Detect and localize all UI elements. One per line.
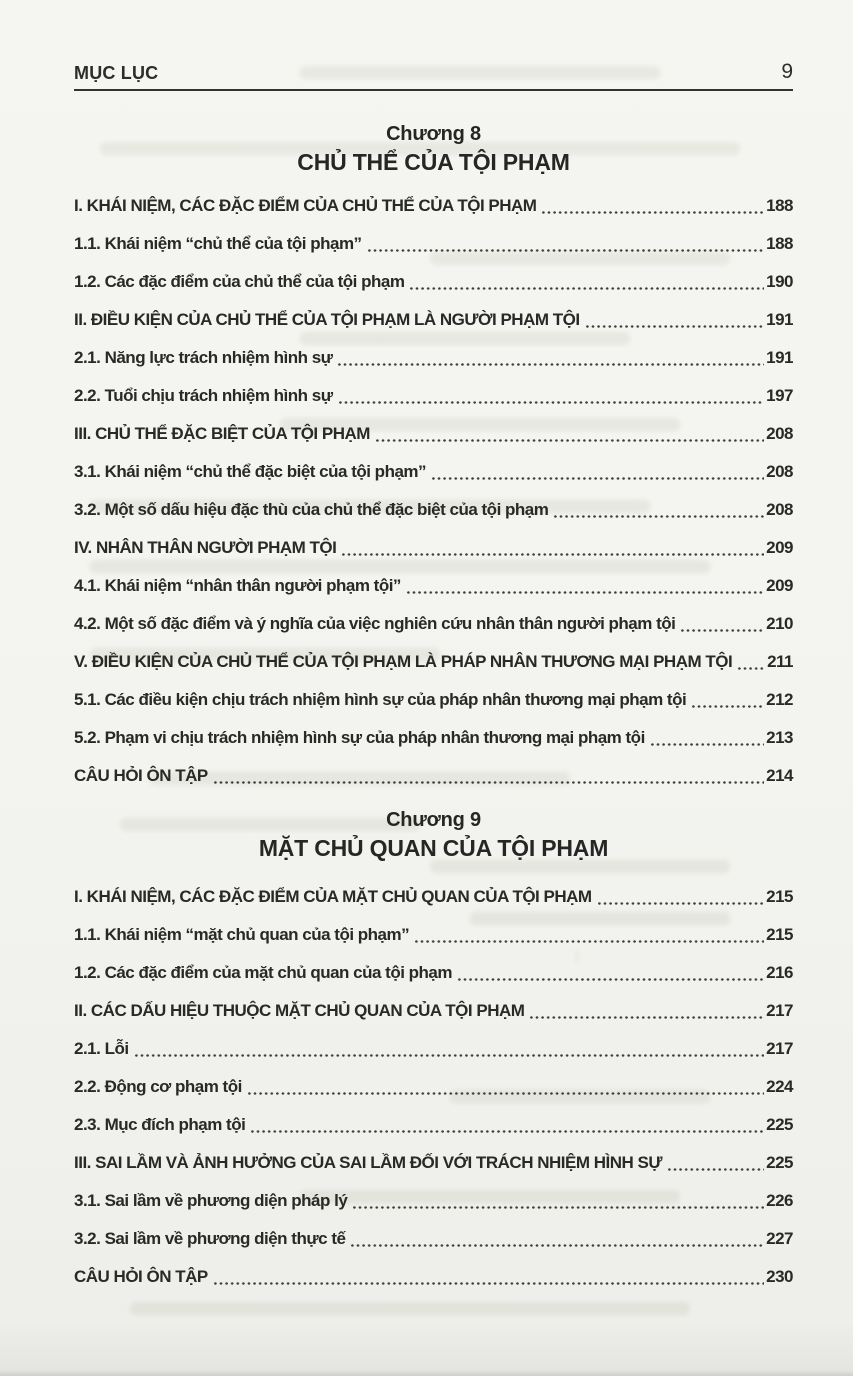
dot-leader xyxy=(668,1144,764,1182)
toc-entry-page: 227 xyxy=(766,1229,793,1248)
toc-entry xyxy=(74,529,793,567)
toc-entry-page: 188 xyxy=(766,234,793,253)
toc-entry xyxy=(74,1258,793,1296)
toc-entry-label: 2.1. Năng lực trách nhiệm hình sự xyxy=(74,348,333,367)
toc-entry-page: 208 xyxy=(766,424,793,443)
dot-leader xyxy=(342,529,764,567)
toc-entry-page: 230 xyxy=(766,1267,793,1286)
dot-leader xyxy=(415,916,764,954)
toc-entry-label: 3.1. Khái niệm “chủ thể đặc biệt của tội phạm” xyxy=(74,462,427,481)
toc-entry-page: 215 xyxy=(766,925,793,944)
dot-leader xyxy=(248,1068,764,1106)
toc-entry-label: 3.2. Sai lầm về phương diện thực tế xyxy=(74,1229,346,1248)
toc-entry-label: 1.2. Các đặc điểm của mặt chủ quan của tội phạm xyxy=(74,963,453,982)
chapter-8-heading xyxy=(74,121,793,178)
toc-entry-page: 224 xyxy=(766,1077,793,1096)
toc-entry-label: II. CÁC DẤU HIỆU THUỘC MẶT CHỦ QUAN CỦA TỘI PHẠM xyxy=(74,1001,525,1020)
chapter-8-entries xyxy=(74,187,793,795)
dot-leader xyxy=(738,643,765,681)
toc-entry-page: 190 xyxy=(766,272,793,291)
dot-leader xyxy=(376,415,764,453)
dot-leader xyxy=(410,263,764,301)
toc-entry-label: 4.1. Khái niệm “nhân thân người phạm tội” xyxy=(74,576,401,595)
dot-leader xyxy=(432,453,764,491)
chapter-kicker: Chương 8 xyxy=(386,123,481,145)
toc-entry-page: 209 xyxy=(766,576,793,595)
toc-entry-label: III. SAI LẦM VÀ ẢNH HƯỞNG CỦA SAI LẦM ĐỐI VỚI TRÁCH NHIỆM HÌNH SỰ xyxy=(74,1153,662,1172)
toc-entry-label: CÂU HỎI ÔN TẬP xyxy=(74,1267,208,1286)
dot-leader xyxy=(651,719,764,757)
toc-entry-page: 216 xyxy=(766,963,793,982)
toc-entry-label: 5.2. Phạm vi chịu trách nhiệm hình sự của pháp nhân thương mại phạm tội xyxy=(74,728,645,747)
toc-entry xyxy=(74,339,793,377)
toc-entry-page: 214 xyxy=(766,766,793,785)
dot-leader xyxy=(135,1030,765,1068)
toc-entry-page: 208 xyxy=(766,462,793,481)
toc-entry xyxy=(74,992,793,1030)
chapter-kicker: Chương 9 xyxy=(386,809,481,831)
toc-entry xyxy=(74,1068,793,1106)
running-head: MỤC LỤC xyxy=(74,63,159,83)
toc-entry xyxy=(74,1182,793,1220)
toc-entry xyxy=(74,719,793,757)
toc-entry xyxy=(74,301,793,339)
dot-leader xyxy=(554,491,764,529)
toc-entry xyxy=(74,453,793,491)
toc-entry-page: 208 xyxy=(766,500,793,519)
toc-entry-page: 226 xyxy=(766,1191,793,1210)
toc-entry xyxy=(74,567,793,605)
toc-entry xyxy=(74,1030,793,1068)
toc-entry-label: 2.2. Tuổi chịu trách nhiệm hình sự xyxy=(74,386,333,405)
toc-entry-page: 210 xyxy=(766,614,793,633)
toc-entry-label: 2.1. Lỗi xyxy=(74,1039,129,1058)
toc-entry xyxy=(74,954,793,992)
toc-entry-page: 197 xyxy=(766,386,793,405)
toc-entry xyxy=(74,681,793,719)
toc-entry-page: 211 xyxy=(767,652,793,671)
toc-entry-label: I. KHÁI NIỆM, CÁC ĐẶC ĐIỂM CỦA MẶT CHỦ QUAN CỦA TỘI PHẠM xyxy=(74,887,592,906)
toc-entry-page: 212 xyxy=(766,690,793,709)
toc-entry-label: 2.3. Mục đích phạm tội xyxy=(74,1115,246,1134)
toc-entry-page: 225 xyxy=(766,1153,793,1172)
toc-entry xyxy=(74,878,793,916)
chapter-title: MẶT CHỦ QUAN CỦA TỘI PHẠM xyxy=(258,835,609,861)
toc-entry xyxy=(74,1220,793,1258)
toc-entry-page: 215 xyxy=(766,887,793,906)
toc-entry-label: V. ĐIỀU KIỆN CỦA CHỦ THỂ CỦA TỘI PHẠM LÀ PHÁP NHÂN THƯƠNG MẠI PHẠM TỘI xyxy=(74,652,733,671)
scan-bottom-edge xyxy=(0,1370,853,1376)
dot-leader xyxy=(339,377,765,415)
toc-entry xyxy=(74,225,793,263)
toc-entry-page: 191 xyxy=(766,348,793,367)
toc-entry xyxy=(74,643,793,681)
toc-entry-label: CÂU HỎI ÔN TẬP xyxy=(74,766,208,785)
toc-entry-label: 3.2. Một số dấu hiệu đặc thù của chủ thể đặc biệt của tội phạm xyxy=(74,500,549,519)
page-header xyxy=(74,60,793,91)
toc-entry-label: 1.2. Các đặc điểm của chủ thể của tội phạm xyxy=(74,272,405,291)
toc-entry xyxy=(74,263,793,301)
chapter-title: CHỦ THỂ CỦA TỘI PHẠM xyxy=(297,149,570,175)
toc-entry xyxy=(74,916,793,954)
dot-leader xyxy=(214,1258,764,1296)
toc-entry xyxy=(74,415,793,453)
toc-entry-page: 191 xyxy=(766,310,793,329)
chapter-9-heading xyxy=(74,807,793,864)
toc-entry-label: 1.1. Khái niệm “mặt chủ quan của tội phạm” xyxy=(74,925,410,944)
toc-entry-page: 209 xyxy=(766,538,793,557)
dot-leader xyxy=(407,567,764,605)
toc-entry-page: 213 xyxy=(766,728,793,747)
toc-entry-page: 188 xyxy=(766,196,793,215)
page-number: 9 xyxy=(781,60,793,83)
toc-entry-label: I. KHÁI NIỆM, CÁC ĐẶC ĐIỂM CỦA CHỦ THỂ CỦA TỘI PHẠM xyxy=(74,196,537,215)
toc-entry-label: 4.2. Một số đặc điểm và ý nghĩa của việc nghiên cứu nhân thân người phạm tội xyxy=(74,614,676,633)
dot-leader xyxy=(681,605,764,643)
dot-leader xyxy=(251,1106,764,1144)
toc-entry-label: 2.2. Động cơ phạm tội xyxy=(74,1077,242,1096)
toc-entry-label: III. CHỦ THỂ ĐẶC BIỆT CỦA TỘI PHẠM xyxy=(74,424,370,443)
dot-leader xyxy=(338,339,764,377)
toc-entry xyxy=(74,605,793,643)
toc-entry xyxy=(74,377,793,415)
toc-entry-page: 217 xyxy=(766,1001,793,1020)
dot-leader xyxy=(692,681,764,719)
toc-entry xyxy=(74,757,793,795)
toc-entry-label: IV. NHÂN THÂN NGƯỜI PHẠM TỘI xyxy=(74,538,337,557)
toc-entry xyxy=(74,1144,793,1182)
toc-entry xyxy=(74,187,793,225)
toc-entry xyxy=(74,1106,793,1144)
toc-entry-label: 1.1. Khái niệm “chủ thể của tội phạm” xyxy=(74,234,362,253)
dot-leader xyxy=(542,187,764,225)
chapter-9-entries xyxy=(74,878,793,1296)
toc-entry-label: 5.1. Các điều kiện chịu trách nhiệm hình sự của pháp nhân thương mại phạm tội xyxy=(74,690,687,709)
dot-leader xyxy=(530,992,764,1030)
dot-leader xyxy=(368,225,765,263)
toc-entry-label: 3.1. Sai lầm về phương diện pháp lý xyxy=(74,1191,348,1210)
toc-entry-label: II. ĐIỀU KIỆN CỦA CHỦ THỂ CỦA TỘI PHẠM LÀ NGƯỜI PHẠM TỘI xyxy=(74,310,580,329)
dot-leader xyxy=(351,1220,764,1258)
toc-entry xyxy=(74,491,793,529)
dot-leader xyxy=(586,301,765,339)
dot-leader xyxy=(214,757,764,795)
toc-entry-page: 225 xyxy=(766,1115,793,1134)
dot-leader xyxy=(458,954,764,992)
dot-leader xyxy=(598,878,765,916)
dot-leader xyxy=(353,1182,764,1220)
toc-entry-page: 217 xyxy=(766,1039,793,1058)
